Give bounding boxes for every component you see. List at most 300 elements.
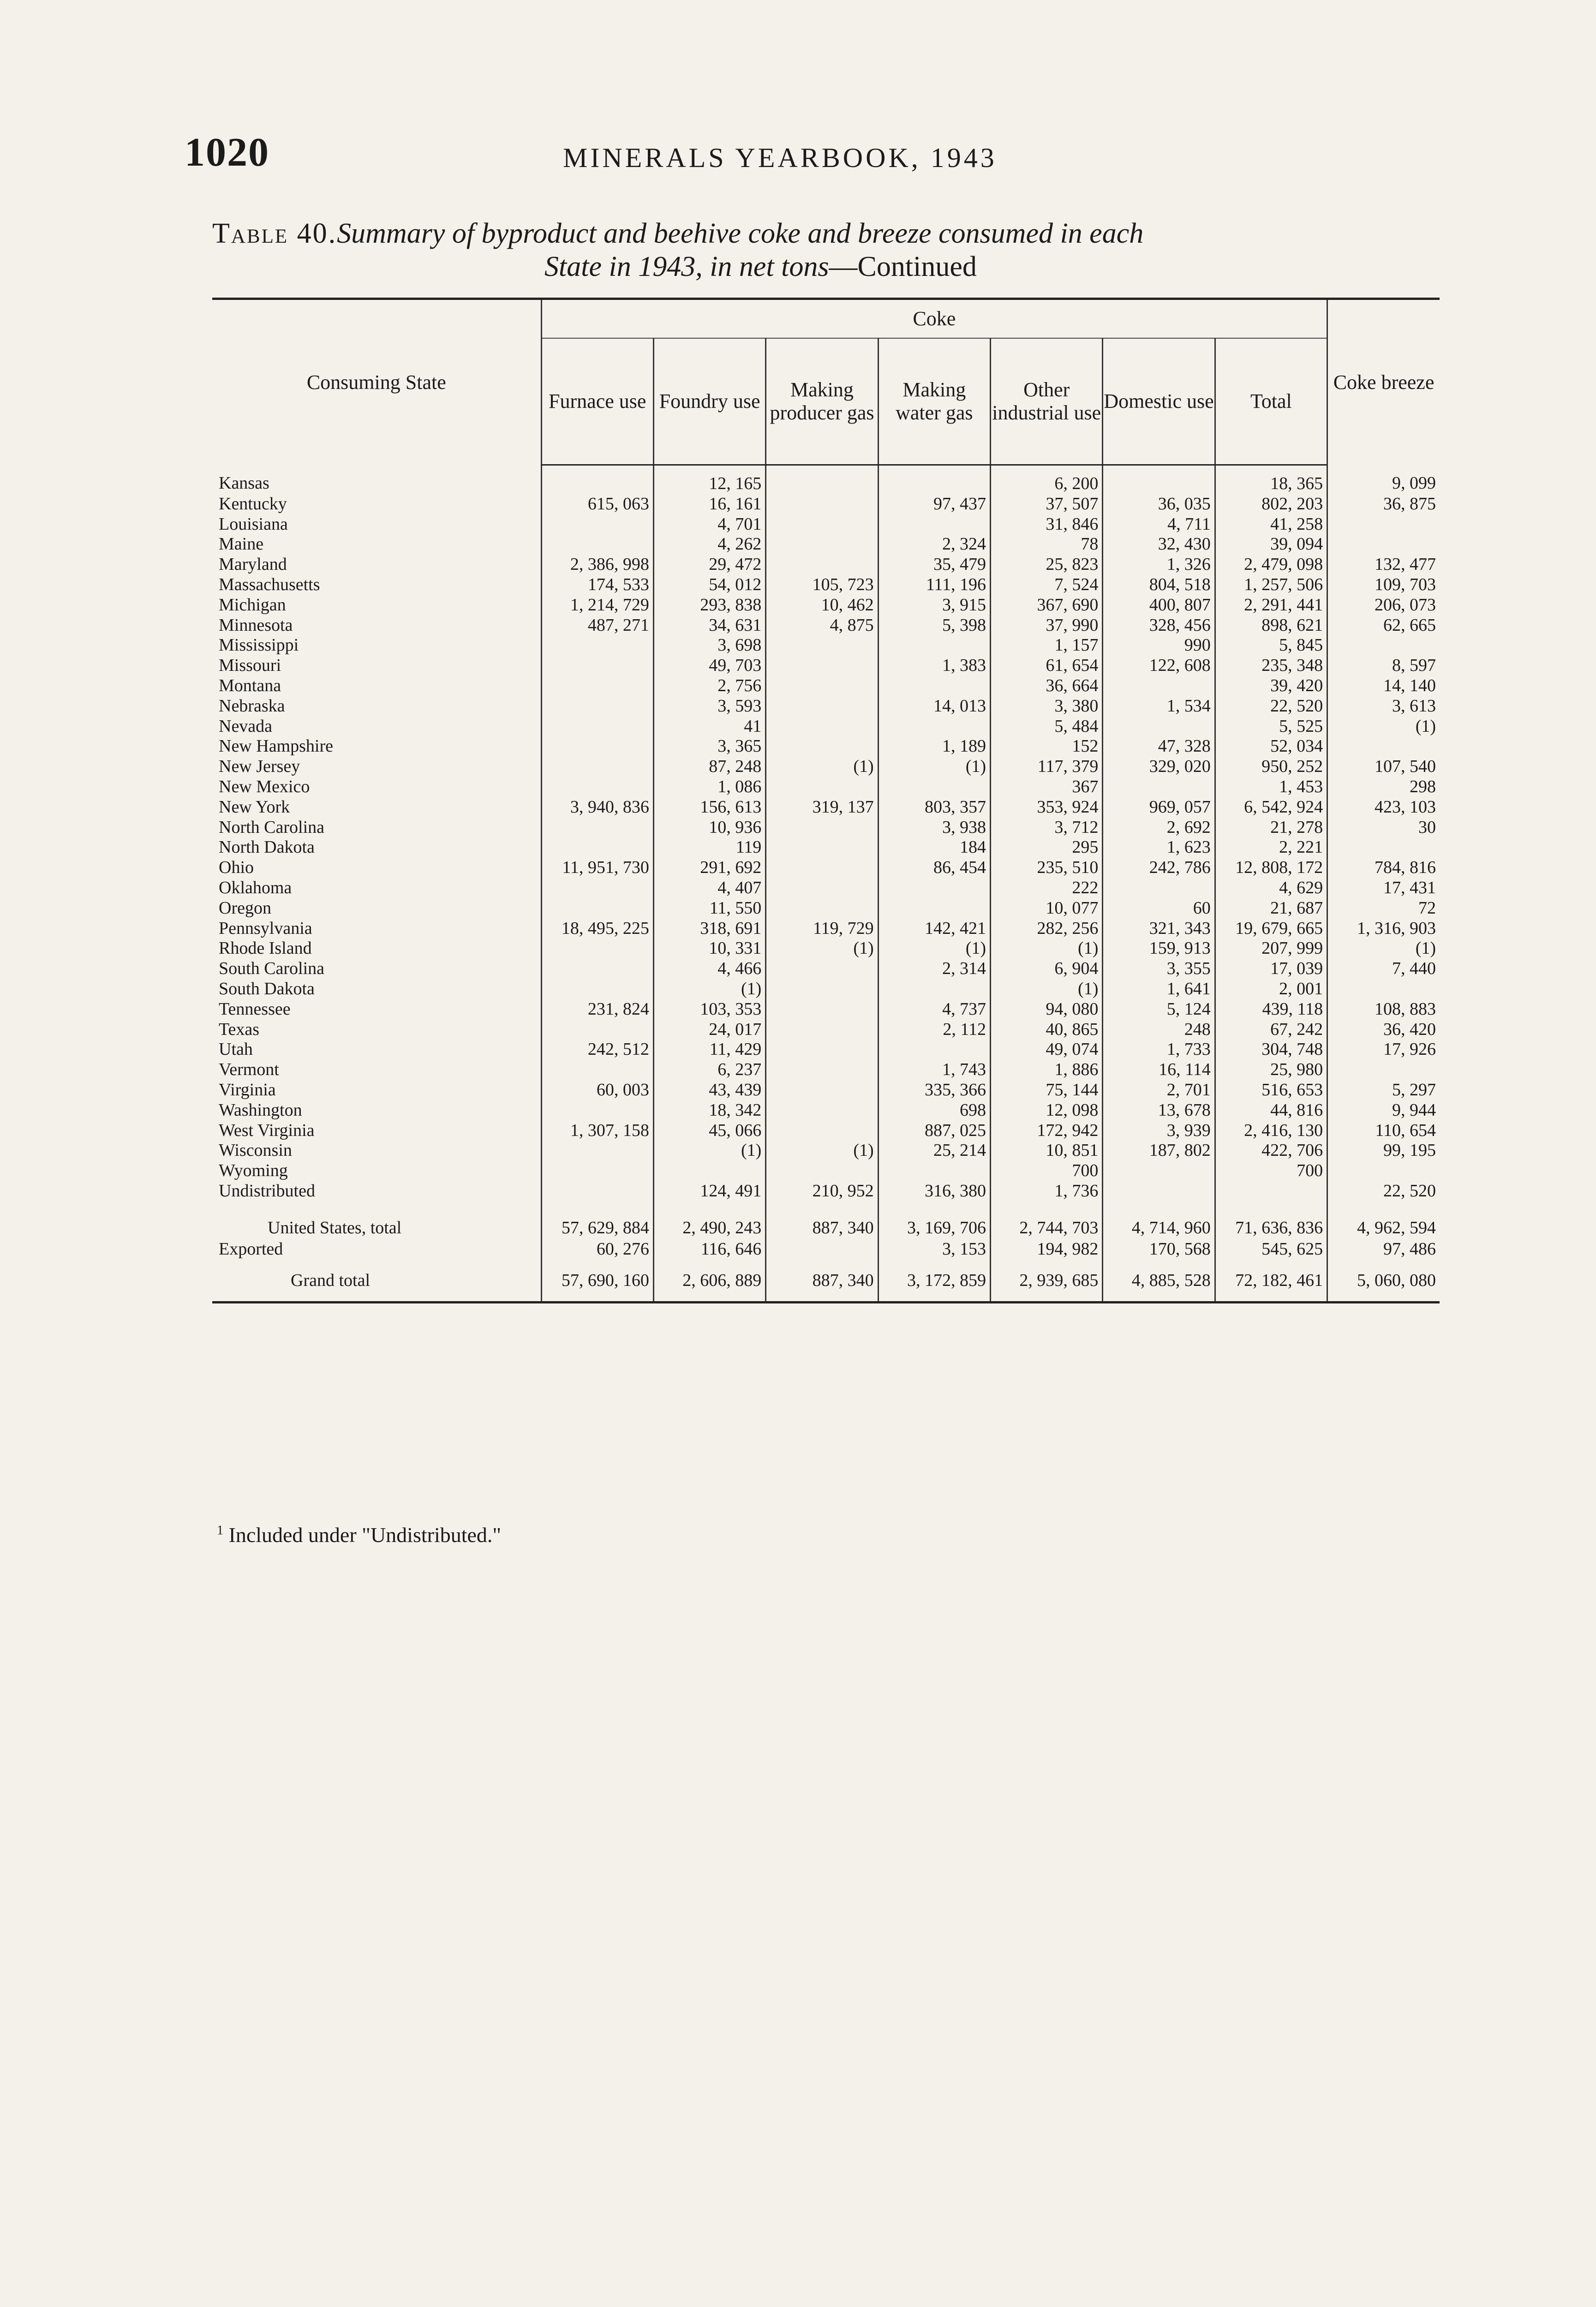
table-cell: 4, 701 xyxy=(653,514,765,535)
table-cell: (1) xyxy=(653,979,765,999)
table-cell: 57, 629, 884 xyxy=(541,1201,653,1238)
table-cell: 2, 112 xyxy=(878,1020,990,1040)
table-cell: 2, 490, 243 xyxy=(653,1201,765,1238)
table-cell: 87, 248 xyxy=(653,757,765,777)
row-label: New Hampshire xyxy=(219,736,333,756)
table-row xyxy=(212,898,1440,919)
row-label: South Dakota xyxy=(219,979,315,998)
table-cell: 887, 340 xyxy=(766,1201,878,1238)
table-cell: 108, 883 xyxy=(1327,999,1440,1020)
row-label: Wisconsin xyxy=(219,1141,292,1160)
table-cell: 1, 157 xyxy=(991,635,1103,656)
column-header-coke-breeze: Coke breeze xyxy=(1327,299,1440,465)
table-row xyxy=(212,919,1440,939)
table-cell: 39, 420 xyxy=(1215,676,1327,696)
table-cell: 950, 252 xyxy=(1215,757,1327,777)
table-row xyxy=(212,1080,1440,1100)
table-row xyxy=(212,1141,1440,1161)
table-cell xyxy=(541,898,653,919)
table-cell: 9, 099 xyxy=(1327,465,1440,494)
table-row xyxy=(212,575,1440,595)
table-cell: 242, 512 xyxy=(541,1040,653,1060)
table-cell xyxy=(1103,1161,1215,1181)
table-cell: 35, 479 xyxy=(878,555,990,575)
table-cell: 291, 692 xyxy=(653,858,765,878)
table-cell: 5, 484 xyxy=(991,717,1103,737)
table-cell: 18, 342 xyxy=(653,1100,765,1121)
table-cell xyxy=(541,696,653,717)
table-cell: 1, 257, 506 xyxy=(1215,575,1327,595)
table-row xyxy=(212,635,1440,656)
table-cell: 72 xyxy=(1327,898,1440,919)
row-label: Oklahoma xyxy=(219,878,292,897)
page-number: 1020 xyxy=(185,130,269,175)
table-cell: 6, 904 xyxy=(991,959,1103,979)
table-cell xyxy=(541,656,653,676)
table-cell: 71, 636, 836 xyxy=(1215,1201,1327,1238)
row-label: Pennsylvania xyxy=(219,918,312,938)
table-cell: 57, 690, 160 xyxy=(541,1260,653,1303)
table-cell: 119, 729 xyxy=(766,919,878,939)
table-cell: 353, 924 xyxy=(991,797,1103,818)
table-cell xyxy=(541,837,653,858)
table-cell: 39, 094 xyxy=(1215,534,1327,555)
table-row xyxy=(212,818,1440,838)
row-label: Mississippi xyxy=(219,635,299,655)
table-cell: 10, 462 xyxy=(766,595,878,616)
table-cell: 4, 466 xyxy=(653,959,765,979)
table-cell xyxy=(766,837,878,858)
table-cell: 304, 748 xyxy=(1215,1040,1327,1060)
table-cell xyxy=(766,898,878,919)
table-cell: 235, 510 xyxy=(991,858,1103,878)
table-row xyxy=(212,555,1440,575)
table-cell: 172, 942 xyxy=(991,1121,1103,1141)
table-row xyxy=(212,534,1440,555)
table-caption xyxy=(212,217,1430,283)
table-cell: 328, 456 xyxy=(1103,616,1215,636)
table-cell xyxy=(878,979,990,999)
table-cell: 242, 786 xyxy=(1103,858,1215,878)
row-label: Tennessee xyxy=(219,999,291,1019)
table-cell: 400, 807 xyxy=(1103,595,1215,616)
table-cell: 1, 733 xyxy=(1103,1040,1215,1060)
table-cell xyxy=(541,777,653,797)
column-header-water-gas: Making water gas xyxy=(878,338,990,465)
table-row xyxy=(212,1260,1440,1303)
table-cell: 12, 098 xyxy=(991,1100,1103,1121)
table-cell: 1, 453 xyxy=(1215,777,1327,797)
table-cell: 439, 118 xyxy=(1215,999,1327,1020)
table-cell xyxy=(766,979,878,999)
table-cell: 206, 073 xyxy=(1327,595,1440,616)
table-cell: 156, 613 xyxy=(653,797,765,818)
row-label: Michigan xyxy=(219,595,286,615)
table-cell xyxy=(766,1060,878,1080)
table-cell: 5, 845 xyxy=(1215,635,1327,656)
table-cell xyxy=(1103,777,1215,797)
table-cell: 86, 454 xyxy=(878,858,990,878)
table-cell: 2, 291, 441 xyxy=(1215,595,1327,616)
row-label: West Virginia xyxy=(219,1120,315,1140)
table-row xyxy=(212,837,1440,858)
table-cell: 1, 214, 729 xyxy=(541,595,653,616)
table-cell xyxy=(541,1100,653,1121)
table-cell: 41, 258 xyxy=(1215,514,1327,535)
caption-text-line2: State in 1943, in net tons xyxy=(544,251,829,282)
table-cell: 1, 534 xyxy=(1103,696,1215,717)
table-cell: 99, 195 xyxy=(1327,1141,1440,1161)
grand-total-rows xyxy=(212,1260,1440,1303)
table-cell: 3, 169, 706 xyxy=(878,1201,990,1238)
row-label: Nebraska xyxy=(219,696,285,716)
table-cell xyxy=(541,676,653,696)
table-cell: 990 xyxy=(1103,635,1215,656)
table-cell: 367 xyxy=(991,777,1103,797)
table-cell xyxy=(1327,635,1440,656)
table-cell: 61, 654 xyxy=(991,656,1103,676)
table-cell xyxy=(1103,878,1215,898)
table-cell: 8, 597 xyxy=(1327,656,1440,676)
table-cell: 14, 140 xyxy=(1327,676,1440,696)
table-cell: 207, 999 xyxy=(1215,938,1327,959)
table-cell: 97, 486 xyxy=(1327,1238,1440,1260)
table-cell: 36, 420 xyxy=(1327,1020,1440,1040)
table-row xyxy=(212,717,1440,737)
table-cell: 5, 525 xyxy=(1215,717,1327,737)
table-cell: 2, 324 xyxy=(878,534,990,555)
table-cell: 784, 816 xyxy=(1327,858,1440,878)
table-cell: 75, 144 xyxy=(991,1080,1103,1100)
row-label: North Carolina xyxy=(219,817,325,837)
table-cell: 2, 939, 685 xyxy=(991,1260,1103,1303)
table-row xyxy=(212,999,1440,1020)
row-label: United States, total xyxy=(268,1218,402,1237)
table-cell: 13, 678 xyxy=(1103,1100,1215,1121)
table-cell: 3, 938 xyxy=(878,818,990,838)
table-cell: 1, 641 xyxy=(1103,979,1215,999)
table-cell xyxy=(1327,1161,1440,1181)
row-label: Maine xyxy=(219,534,264,554)
table-cell xyxy=(541,717,653,737)
table-cell: 3, 940, 836 xyxy=(541,797,653,818)
table-cell: (1) xyxy=(653,1141,765,1161)
table-cell xyxy=(878,676,990,696)
table-cell: 25, 980 xyxy=(1215,1060,1327,1080)
table-cell: 45, 066 xyxy=(653,1121,765,1141)
table-cell: 132, 477 xyxy=(1327,555,1440,575)
table-cell: 321, 343 xyxy=(1103,919,1215,939)
table-cell: (1) xyxy=(878,757,990,777)
footnote-marker: 1 xyxy=(217,1523,223,1538)
table-row xyxy=(212,1238,1440,1260)
table-cell: 516, 653 xyxy=(1215,1080,1327,1100)
table-cell: 37, 507 xyxy=(991,494,1103,514)
table-cell: 319, 137 xyxy=(766,797,878,818)
table-cell: 12, 165 xyxy=(653,465,765,494)
table-cell: 10, 936 xyxy=(653,818,765,838)
caption-line2 xyxy=(212,250,1430,283)
table-cell: 159, 913 xyxy=(1103,938,1215,959)
table-cell: 1, 086 xyxy=(653,777,765,797)
table-cell: (1) xyxy=(878,938,990,959)
table-cell: 11, 550 xyxy=(653,898,765,919)
table-cell: 7, 524 xyxy=(991,575,1103,595)
table-cell: 31, 846 xyxy=(991,514,1103,535)
table-cell: 4, 962, 594 xyxy=(1327,1201,1440,1238)
table-cell xyxy=(766,717,878,737)
table-cell: 2, 386, 998 xyxy=(541,555,653,575)
table-cell xyxy=(541,736,653,757)
table-cell xyxy=(766,1238,878,1260)
table-row xyxy=(212,979,1440,999)
row-label: Exported xyxy=(219,1239,283,1259)
table-cell xyxy=(1103,717,1215,737)
table-cell xyxy=(878,635,990,656)
table-cell: 32, 430 xyxy=(1103,534,1215,555)
table-cell: 14, 013 xyxy=(878,696,990,717)
table-cell: 62, 665 xyxy=(1327,616,1440,636)
table-cell: 2, 221 xyxy=(1215,837,1327,858)
table-cell: 117, 379 xyxy=(991,757,1103,777)
table-cell: 7, 440 xyxy=(1327,959,1440,979)
table-cell: 4, 262 xyxy=(653,534,765,555)
table-cell xyxy=(878,1161,990,1181)
table-cell: 887, 025 xyxy=(878,1121,990,1141)
table-cell: 19, 679, 665 xyxy=(1215,919,1327,939)
table-cell: 1, 383 xyxy=(878,656,990,676)
table-cell: 60 xyxy=(1103,898,1215,919)
column-header-state: Consuming State xyxy=(212,299,541,465)
table-cell xyxy=(541,1060,653,1080)
table-cell: 103, 353 xyxy=(653,999,765,1020)
table-cell: 235, 348 xyxy=(1215,656,1327,676)
table-cell: 295 xyxy=(991,837,1103,858)
table-cell: (1) xyxy=(766,938,878,959)
row-label: New Jersey xyxy=(219,757,300,777)
table-row xyxy=(212,757,1440,777)
table-cell xyxy=(766,635,878,656)
table-cell xyxy=(541,1161,653,1181)
column-header-furnace: Furnace use xyxy=(541,338,653,465)
table-cell xyxy=(766,1100,878,1121)
table-cell: 248 xyxy=(1103,1020,1215,1040)
table-cell: (1) xyxy=(991,979,1103,999)
row-label: Montana xyxy=(219,675,281,695)
table-cell: 60, 003 xyxy=(541,1080,653,1100)
table-cell: 184 xyxy=(878,837,990,858)
row-label: Ohio xyxy=(219,858,254,878)
table-cell xyxy=(878,717,990,737)
table-cell: 3, 153 xyxy=(878,1238,990,1260)
table-cell xyxy=(1327,1060,1440,1080)
table-cell: 111, 196 xyxy=(878,575,990,595)
total-rows xyxy=(212,1201,1440,1260)
table-cell: 60, 276 xyxy=(541,1238,653,1260)
row-label: Virginia xyxy=(219,1080,276,1100)
table-cell: 10, 077 xyxy=(991,898,1103,919)
table-cell xyxy=(766,1161,878,1181)
table-cell: 316, 380 xyxy=(878,1181,990,1201)
table-cell: 545, 625 xyxy=(1215,1238,1327,1260)
table-row xyxy=(212,1121,1440,1141)
column-header-domestic: Domestic use xyxy=(1103,338,1215,465)
table-cell xyxy=(766,858,878,878)
table-row xyxy=(212,736,1440,757)
table-cell: 97, 437 xyxy=(878,494,990,514)
table-cell xyxy=(541,465,653,494)
row-label: North Dakota xyxy=(219,837,315,857)
table-cell: 5, 124 xyxy=(1103,999,1215,1020)
table-cell: 72, 182, 461 xyxy=(1215,1260,1327,1303)
table-cell: 298 xyxy=(1327,777,1440,797)
table-cell: 17, 431 xyxy=(1327,878,1440,898)
table-cell: 49, 703 xyxy=(653,656,765,676)
table-cell: 329, 020 xyxy=(1103,757,1215,777)
row-label: South Carolina xyxy=(219,959,325,979)
row-label: Louisiana xyxy=(219,514,288,534)
table-cell: 3, 712 xyxy=(991,818,1103,838)
table-cell: 3, 939 xyxy=(1103,1121,1215,1141)
table-cell: 3, 593 xyxy=(653,696,765,717)
table-cell xyxy=(541,1141,653,1161)
table-cell: 36, 664 xyxy=(991,676,1103,696)
table-row xyxy=(212,494,1440,514)
row-label: New Mexico xyxy=(219,777,310,796)
table-cell: 37, 990 xyxy=(991,616,1103,636)
table-cell xyxy=(766,777,878,797)
table-cell: 4, 737 xyxy=(878,999,990,1020)
table-cell: 16, 114 xyxy=(1103,1060,1215,1080)
table-cell: (1) xyxy=(991,938,1103,959)
table-cell: 2, 314 xyxy=(878,959,990,979)
row-label: Maryland xyxy=(219,555,287,574)
table-cell: 29, 472 xyxy=(653,555,765,575)
table-cell: 4, 714, 960 xyxy=(1103,1201,1215,1238)
table-cell: 17, 039 xyxy=(1215,959,1327,979)
row-label: Washington xyxy=(219,1100,302,1120)
table-cell: 11, 951, 730 xyxy=(541,858,653,878)
row-label: Grand total xyxy=(212,1260,541,1303)
table-row xyxy=(212,616,1440,636)
table-cell: 2, 416, 130 xyxy=(1215,1121,1327,1141)
table-cell: 2, 744, 703 xyxy=(991,1201,1103,1238)
table-cell: 21, 687 xyxy=(1215,898,1327,919)
table-row xyxy=(212,676,1440,696)
table-cell xyxy=(1103,465,1215,494)
table-cell: 194, 982 xyxy=(991,1238,1103,1260)
table-cell xyxy=(878,465,990,494)
table-cell: 335, 366 xyxy=(878,1080,990,1100)
table-cell: 41 xyxy=(653,717,765,737)
table-cell: 94, 080 xyxy=(991,999,1103,1020)
table-cell xyxy=(878,878,990,898)
table-cell xyxy=(1327,979,1440,999)
table-cell: 1, 736 xyxy=(991,1181,1103,1201)
table-cell: 5, 297 xyxy=(1327,1080,1440,1100)
table-cell: 4, 407 xyxy=(653,878,765,898)
table-cell: 36, 875 xyxy=(1327,494,1440,514)
table-cell: 174, 533 xyxy=(541,575,653,595)
table-cell xyxy=(1327,837,1440,858)
row-label: Wyoming xyxy=(219,1161,288,1181)
table-cell xyxy=(766,555,878,575)
table-cell xyxy=(541,635,653,656)
table-row xyxy=(212,595,1440,616)
table-cell xyxy=(766,465,878,494)
table-cell: 422, 706 xyxy=(1215,1141,1327,1161)
table-cell: 78 xyxy=(991,534,1103,555)
table-cell: (1) xyxy=(766,757,878,777)
table-cell: 116, 646 xyxy=(653,1238,765,1260)
table-row xyxy=(212,1201,1440,1238)
row-label: Vermont xyxy=(219,1060,279,1080)
table-cell xyxy=(541,878,653,898)
table-cell: 3, 172, 859 xyxy=(878,1260,990,1303)
table-cell: 698 xyxy=(878,1100,990,1121)
table-cell: 25, 823 xyxy=(991,555,1103,575)
table-cell: 700 xyxy=(991,1161,1103,1181)
table-cell xyxy=(766,534,878,555)
row-label: Minnesota xyxy=(219,615,293,635)
table-cell: 43, 439 xyxy=(653,1080,765,1100)
table-row xyxy=(212,1161,1440,1181)
table-cell xyxy=(766,736,878,757)
table-cell: 1, 743 xyxy=(878,1060,990,1080)
table-cell: 803, 357 xyxy=(878,797,990,818)
table-cell: 36, 035 xyxy=(1103,494,1215,514)
table-row xyxy=(212,858,1440,878)
table-cell: 4, 629 xyxy=(1215,878,1327,898)
table-cell: 109, 703 xyxy=(1327,575,1440,595)
table-cell: 1, 623 xyxy=(1103,837,1215,858)
table-cell: 5, 398 xyxy=(878,616,990,636)
table-cell xyxy=(878,1040,990,1060)
footnote-text: Included under "Undistributed." xyxy=(228,1523,502,1547)
row-label: Rhode Island xyxy=(219,938,312,958)
table-cell xyxy=(766,514,878,535)
table-cell: 9, 944 xyxy=(1327,1100,1440,1121)
table-cell: 105, 723 xyxy=(766,575,878,595)
table-cell: 423, 103 xyxy=(1327,797,1440,818)
table-cell: 487, 271 xyxy=(541,616,653,636)
table-cell: 3, 380 xyxy=(991,696,1103,717)
table-cell: 47, 328 xyxy=(1103,736,1215,757)
table-cell: 21, 278 xyxy=(1215,818,1327,838)
table-cell: 142, 421 xyxy=(878,919,990,939)
table-cell: 170, 568 xyxy=(1103,1238,1215,1260)
row-label: Massachusetts xyxy=(219,574,320,594)
table-cell xyxy=(766,818,878,838)
table-cell: (1) xyxy=(1327,717,1440,737)
table-cell: (1) xyxy=(766,1141,878,1161)
table-cell xyxy=(541,1020,653,1040)
table-cell: 107, 540 xyxy=(1327,757,1440,777)
table-cell: 3, 365 xyxy=(653,736,765,757)
table-cell xyxy=(1327,514,1440,535)
table-cell: 30 xyxy=(1327,818,1440,838)
table-cell: 222 xyxy=(991,878,1103,898)
table-cell xyxy=(653,1161,765,1181)
table-cell: 210, 952 xyxy=(766,1181,878,1201)
table-cell: 282, 256 xyxy=(991,919,1103,939)
row-label: Nevada xyxy=(219,716,273,736)
book-title: MINERALS YEARBOOK, 1943 xyxy=(563,143,997,173)
row-label: Utah xyxy=(219,1040,253,1059)
table-row xyxy=(212,1100,1440,1121)
table-cell: 2, 606, 889 xyxy=(653,1260,765,1303)
table-cell: 18, 495, 225 xyxy=(541,919,653,939)
